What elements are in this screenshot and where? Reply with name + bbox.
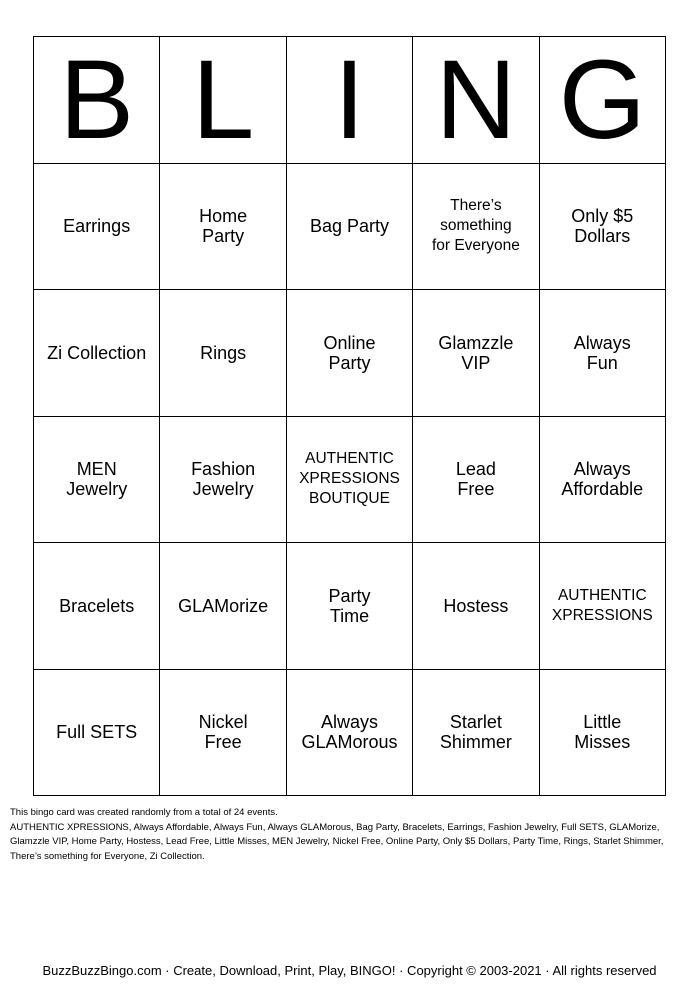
bingo-cell: Home Party <box>160 164 286 291</box>
header-letter-b: B <box>34 37 160 164</box>
bingo-cell: Nickel Free <box>160 670 286 797</box>
bingo-cell: Earrings <box>34 164 160 291</box>
bingo-cell: Always Fun <box>540 290 666 417</box>
bingo-cell: Fashion Jewelry <box>160 417 286 544</box>
bingo-cell: Always GLAMorous <box>287 670 413 797</box>
bingo-cell: AUTHENTIC XPRESSIONS <box>540 543 666 670</box>
bingo-cell: Rings <box>160 290 286 417</box>
bingo-cell: Little Misses <box>540 670 666 797</box>
bingo-cell: Glamzzle VIP <box>413 290 539 417</box>
bingo-cell: Bag Party <box>287 164 413 291</box>
bingo-cell: Online Party <box>287 290 413 417</box>
bingo-cell: MEN Jewelry <box>34 417 160 544</box>
bingo-cell: Always Affordable <box>540 417 666 544</box>
bingo-cell: GLAMorize <box>160 543 286 670</box>
event-list-text: AUTHENTIC XPRESSIONS, Always Affordable, Always Fun, Always GLAMorous, Bag Party, Bracelets, Earrings, Fashion Jewelry, Full SETS, GLAMorize, Glamzzle VIP, Home Party, Hostess, Lead Free, Little Misses, MEN Jewelry, Nickel Free, Online Party, Only $5 Dollars, Party Time, Rings, Starlet Shimmer, There’s something for Everyone, Zi Collection. <box>10 821 664 862</box>
header-letter-l: L <box>160 37 286 164</box>
bingo-cell: Lead Free <box>413 417 539 544</box>
bingo-cell: There’s something for Everyone <box>413 164 539 291</box>
header-letter-n: N <box>413 37 539 164</box>
bingo-cell: Zi Collection <box>34 290 160 417</box>
bingo-cell: Full SETS <box>34 670 160 797</box>
bingo-cell: AUTHENTIC XPRESSIONS BOUTIQUE <box>287 417 413 544</box>
bingo-cell: Only $5 Dollars <box>540 164 666 291</box>
header-letter-g: G <box>540 37 666 164</box>
bingo-cell: Bracelets <box>34 543 160 670</box>
bingo-cell: Party Time <box>287 543 413 670</box>
event-count-text: This bingo card was created randomly from a total of 24 events. <box>10 807 278 818</box>
bingo-cell: Starlet Shimmer <box>413 670 539 797</box>
bingo-cell: Hostess <box>413 543 539 670</box>
footer-copyright: BuzzBuzzBingo.com · Create, Download, Print, Play, BINGO! · Copyright © 2003-2021 · All rights reserved <box>42 963 657 978</box>
bingo-card <box>33 36 666 796</box>
header-letter-i: I <box>287 37 413 164</box>
card-info-note <box>10 806 690 864</box>
